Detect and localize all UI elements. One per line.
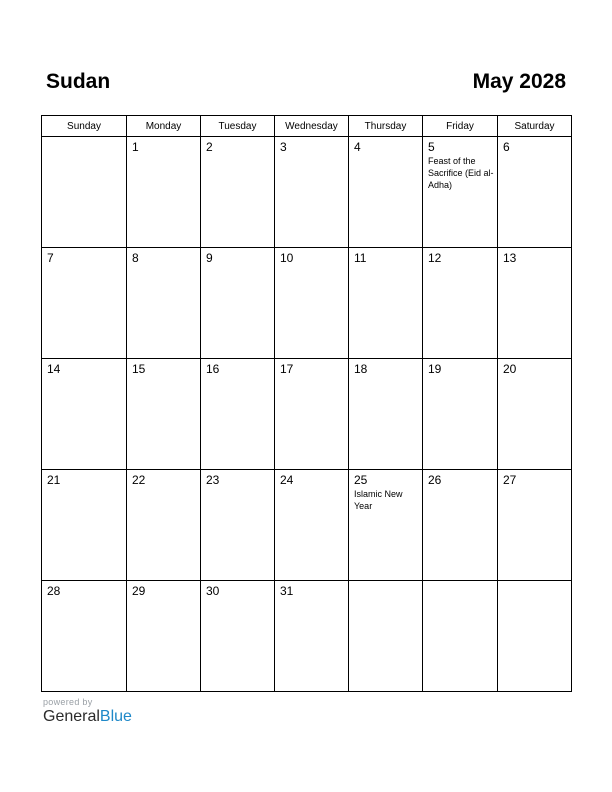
day-number: 14 <box>47 362 61 376</box>
day-number: 25 <box>354 473 368 487</box>
day-cell <box>349 470 423 581</box>
day-cell <box>498 137 572 248</box>
day-number: 11 <box>354 251 367 265</box>
day-cell <box>423 248 498 359</box>
weekday-header: Tuesday <box>201 116 275 137</box>
day-cell <box>42 248 127 359</box>
week-row <box>42 581 572 692</box>
weekday-header: Thursday <box>349 116 423 137</box>
day-number: 27 <box>503 473 517 487</box>
day-number: 28 <box>47 584 61 598</box>
weekday-header: Sunday <box>42 116 127 137</box>
brand-footer <box>43 697 132 726</box>
country-title: Sudan <box>46 70 111 93</box>
day-cell <box>423 470 498 581</box>
day-cell <box>201 470 275 581</box>
day-cell <box>201 137 275 248</box>
day-cell <box>275 470 349 581</box>
day-cell <box>275 248 349 359</box>
day-number: 9 <box>206 251 213 265</box>
day-number: 15 <box>132 362 146 376</box>
day-number: 7 <box>47 251 54 265</box>
weekday-header: Wednesday <box>275 116 349 137</box>
day-number: 29 <box>132 584 146 598</box>
weekday-header: Friday <box>423 116 498 137</box>
day-number: 6 <box>503 140 510 154</box>
logo-part-general: General <box>43 708 100 725</box>
day-cell <box>275 137 349 248</box>
day-cell <box>275 359 349 470</box>
day-cell <box>498 248 572 359</box>
powered-by-text: powered by <box>43 697 93 707</box>
day-number: 30 <box>206 584 220 598</box>
day-number: 24 <box>280 473 294 487</box>
day-cell <box>349 137 423 248</box>
day-cell <box>127 137 201 248</box>
day-cell <box>201 248 275 359</box>
holiday-label: Feast of the Sacrifice (Eid al-Adha) <box>428 156 494 190</box>
day-cell <box>42 359 127 470</box>
day-number: 23 <box>206 473 220 487</box>
day-number: 16 <box>206 362 220 376</box>
day-number: 13 <box>503 251 517 265</box>
day-cell <box>201 581 275 692</box>
day-cell <box>423 137 498 248</box>
day-number: 8 <box>132 251 139 265</box>
day-number: 18 <box>354 362 368 376</box>
day-cell <box>201 359 275 470</box>
day-cell <box>42 581 127 692</box>
day-cell <box>42 137 127 248</box>
day-number: 21 <box>47 473 61 487</box>
day-number: 20 <box>503 362 517 376</box>
day-number: 4 <box>354 140 361 154</box>
day-cell <box>498 470 572 581</box>
day-cell <box>127 581 201 692</box>
week-row <box>42 137 572 248</box>
week-row <box>42 248 572 359</box>
day-cell <box>349 581 423 692</box>
day-number: 26 <box>428 473 442 487</box>
day-cell <box>498 581 572 692</box>
week-row <box>42 359 572 470</box>
day-cell <box>349 359 423 470</box>
day-number: 5 <box>428 140 435 154</box>
day-number: 22 <box>132 473 146 487</box>
day-number: 3 <box>280 140 287 154</box>
day-cell <box>127 470 201 581</box>
day-cell <box>423 581 498 692</box>
day-cell <box>275 581 349 692</box>
holiday-label: Islamic New Year <box>354 489 403 511</box>
day-cell <box>127 248 201 359</box>
day-number: 10 <box>280 251 294 265</box>
day-number: 1 <box>132 140 139 154</box>
weekday-header: Monday <box>127 116 201 137</box>
weekday-header: Saturday <box>498 116 572 137</box>
generalblue-logo <box>43 708 132 726</box>
month-year-title: May 2028 <box>472 70 566 93</box>
day-cell <box>127 359 201 470</box>
day-cell <box>498 359 572 470</box>
day-cell <box>349 248 423 359</box>
day-number: 31 <box>280 584 294 598</box>
day-number: 19 <box>428 362 442 376</box>
day-number: 2 <box>206 140 213 154</box>
day-cell <box>423 359 498 470</box>
weekday-header-row <box>42 116 572 137</box>
day-number: 12 <box>428 251 442 265</box>
calendar-grid <box>41 115 572 692</box>
day-number: 17 <box>280 362 294 376</box>
logo-part-blue: Blue <box>99 708 132 725</box>
day-cell <box>42 470 127 581</box>
week-row <box>42 470 572 581</box>
